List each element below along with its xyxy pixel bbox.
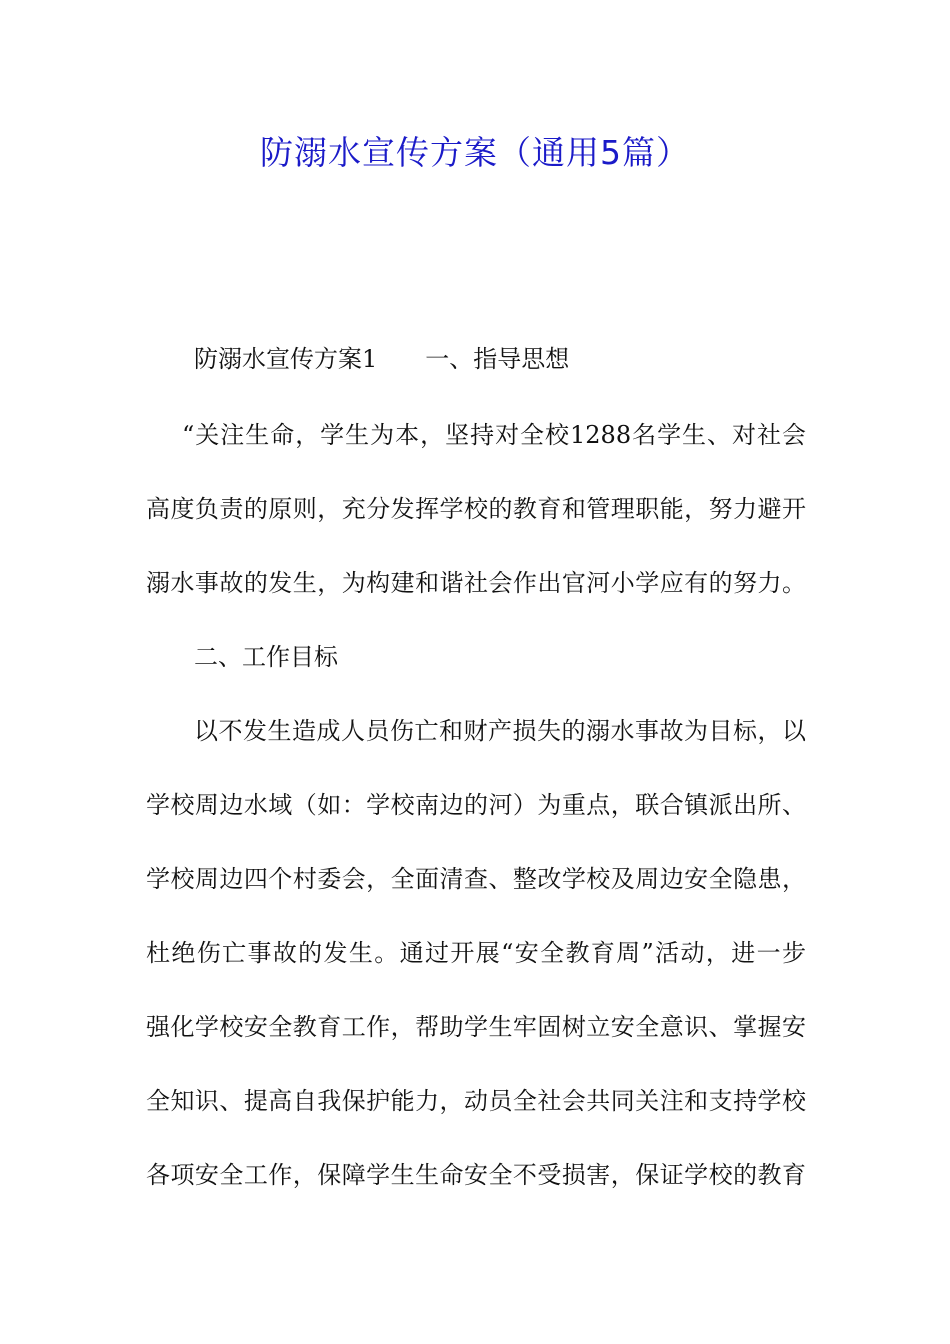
section-heading: 二、工作目标 bbox=[194, 643, 338, 671]
body-line: 以不发生造成人员伤亡和财产损失的溺水事故为目标，以 bbox=[194, 717, 806, 745]
document-title: 防溺水宣传方案（通用5篇） bbox=[260, 133, 690, 172]
body-line: 杜绝伤亡事故的发生。通过开展“安全教育周”活动，进一步 bbox=[146, 939, 806, 967]
body-line: 高度负责的原则，充分发挥学校的教育和管理职能，努力避开 bbox=[146, 495, 806, 523]
body-line: 学校周边水域（如：学校南边的河）为重点，联合镇派出所、 bbox=[146, 791, 806, 819]
body-line: 各项安全工作，保障学生生命安全不受损害，保证学校的教育 bbox=[146, 1161, 806, 1189]
body-line: “关注生命，学生为本，坚持对全校1288名学生、对社会 bbox=[182, 421, 806, 449]
body-line: 溺水事故的发生，为构建和谐社会作出官河小学应有的努力。 bbox=[146, 569, 806, 597]
body-line: 学校周边四个村委会，全面清查、整改学校及周边安全隐患， bbox=[146, 865, 806, 893]
body-line: 强化学校安全教育工作，帮助学生牢固树立安全意识、掌握安 bbox=[146, 1013, 806, 1041]
body-line: 全知识、提高自我保护能力，动员全社会共同关注和支持学校 bbox=[146, 1087, 806, 1115]
section-heading-line: 防溺水宣传方案1 一、指导思想 bbox=[194, 345, 570, 373]
